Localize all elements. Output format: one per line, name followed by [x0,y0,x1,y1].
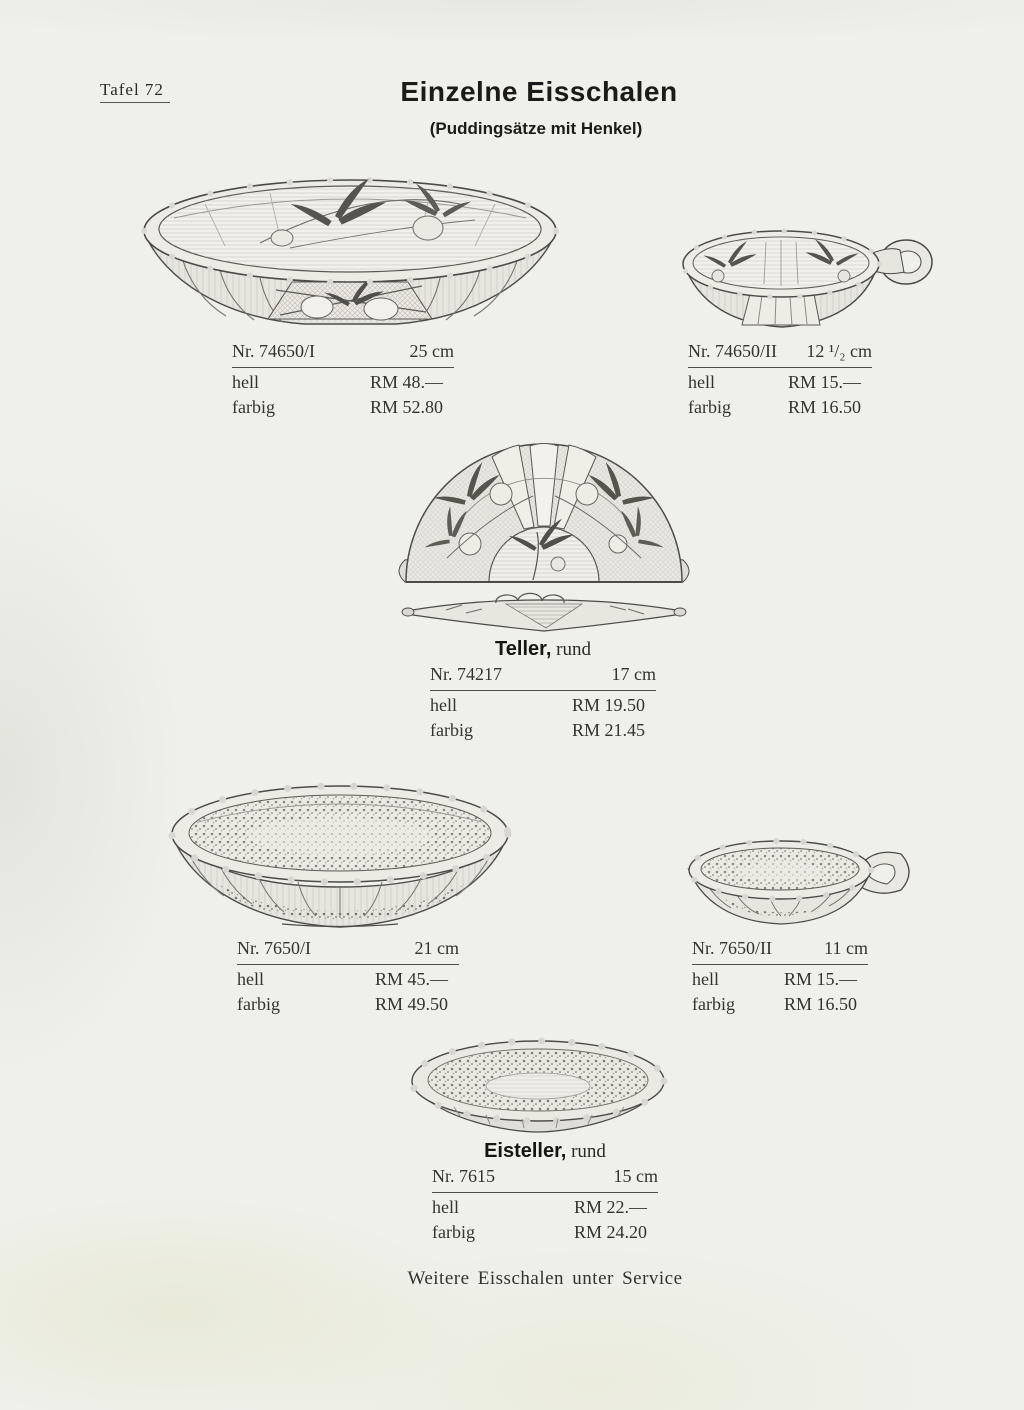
variant-label: farbig [432,1222,475,1243]
table-row [692,969,868,991]
table-row [430,720,656,742]
table-row [688,372,872,394]
price-table-7650-1 [237,938,459,1016]
size-value: 15 cm [613,1166,658,1186]
table-row [237,994,459,1016]
teller-74217-side-illustration [398,590,690,636]
table-header [432,1166,658,1193]
table-row [232,372,454,394]
footer-note: Weitere Eisschalen unter Service [407,1268,683,1289]
article-number: Nr. 7650/I [237,938,311,958]
table-row [232,397,454,419]
page-title: Einzelne Eisschalen [400,76,678,107]
price-table-74650-2 [688,341,872,419]
table-header [692,938,868,965]
price-table-7650-2 [692,938,868,1016]
variant-label: hell [232,371,259,392]
price-value: RM 45.— [375,968,449,989]
size-value: 11 cm [824,938,868,958]
price-value: RM 21.45 [572,720,646,741]
table-header [688,341,872,368]
price-value: RM 16.50 [788,397,862,418]
section-title-rest: rund [571,1141,606,1162]
price-table-7615 [432,1166,658,1244]
price-table-74217 [430,664,656,742]
variant-label: farbig [237,994,280,1015]
plate-number: Tafel 72 [100,80,170,103]
price-value: RM 16.50 [784,994,858,1015]
table-row [688,397,872,419]
price-value: RM 49.50 [375,994,449,1015]
variant-label: farbig [692,994,735,1015]
page-subtitle: (Puddingsätze mit Henkel) [429,119,643,138]
bowl-74650-1-illustration [130,168,570,333]
section-title-rest: rund [556,639,591,660]
size-value: 25 cm [409,341,454,361]
table-row [692,994,868,1016]
variant-label: hell [692,968,719,989]
bowl-7650-1-illustration [162,776,518,932]
variant-label: hell [432,1196,459,1217]
variant-label: farbig [430,720,473,741]
table-row [432,1222,658,1244]
teller-74217-top-illustration [393,432,695,590]
article-number: Nr. 7650/II [692,938,772,958]
article-number: Nr. 74217 [430,664,502,684]
price-value: RM 52.80 [370,397,444,418]
size-value: 21 cm [414,938,459,958]
article-number: Nr. 7615 [432,1166,495,1186]
table-header [232,341,454,368]
variant-label: hell [430,694,457,715]
section-title-bold: Eisteller, [484,1140,567,1162]
article-number: Nr. 74650/I [232,341,315,361]
variant-label: farbig [232,397,275,418]
eisteller-7615-illustration [402,1035,674,1135]
price-table-74650-1 [232,341,454,419]
price-value: RM 48.— [370,371,444,392]
price-value: RM 24.20 [574,1222,648,1243]
table-header [430,664,656,691]
section-title-bold: Teller, [495,638,552,660]
price-value: RM 22.— [574,1196,648,1217]
handled-bowl-7650-2-illustration [683,830,915,930]
section-title-eisteller [432,1140,658,1163]
size-value: 17 cm [611,664,656,684]
table-header [237,938,459,965]
price-value: RM 15.— [784,968,858,989]
section-title-teller [430,638,656,661]
table-row [432,1197,658,1219]
price-value: RM 15.— [788,371,862,392]
variant-label: hell [688,371,715,392]
article-number: Nr. 74650/II [688,341,777,361]
handled-bowl-74650-2-illustration [676,220,940,334]
variant-label: farbig [688,397,731,418]
variant-label: hell [237,968,264,989]
price-value: RM 19.50 [572,694,646,715]
table-row [430,695,656,717]
table-row [237,969,459,991]
size-value: 12 ¹/₂ cm [806,341,872,361]
